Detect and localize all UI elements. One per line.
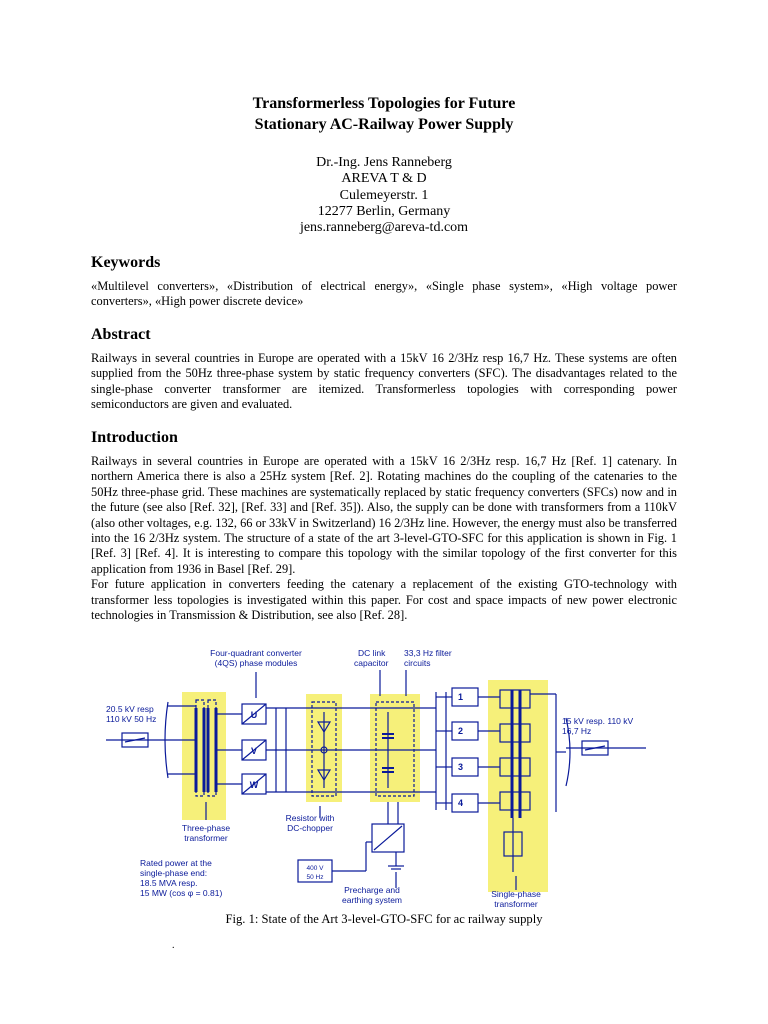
label-precharge-line-2: earthing system	[342, 895, 402, 905]
keywords-heading: Keywords	[91, 254, 161, 271]
introduction-paragraph-1: Railways in several countries in Europe are operated with a 15kV 16 2/3Hz resp. 16,7 Hz [Ref. 1] catenary. In northern America there is also a 25Hz system [Ref. 2]. Rotating machines do the coupling of the catenaries to the 50Hz three-phase grid. These machines are systematically replaced by static frequency converters (SFCs) now and in the future (see also [Ref. 32], [Ref. 33] and [Ref. 35]). Also, the supply can be done with transformers from a 110kV (also other voltages, e.g. 132, 66 or 33kV in Switzerland) 16 2/3Hz line. However, the energy must also be transferred into the 16 2/3Hz system. The structure of a state of the art 3-level-GTO-SFC for this application is shown in Fig. 1 [Ref. 3] [Ref. 4]. It is interesting to compare this topology with the similar topology of the first converter for this application from 1936 in Basel [Ref. 29].	[91, 454, 677, 576]
paper-title-line-1: Transformerless Topologies for Future	[252, 95, 516, 112]
label-output-line-2: 16,7 Hz	[562, 726, 592, 736]
label-filter-line-2: circuits	[404, 658, 431, 668]
label-rated-line-1: Rated power at the	[140, 858, 212, 868]
label-rated-line-4: 15 MW (cos φ = 0.81)	[140, 888, 223, 898]
module-3-label: 3	[458, 762, 464, 772]
label-filter-line-1: 33,3 Hz filter	[404, 648, 452, 658]
module-4-label: 4	[458, 798, 464, 808]
introduction-heading: Introduction	[91, 429, 178, 446]
label-input-line-1: 20.5 kV resp	[106, 704, 154, 714]
author-street: Culemeyerstr. 1	[339, 188, 429, 203]
label-three-phase-line-1: Three-phase	[181, 823, 231, 833]
label-4qs-line-2: (4QS) phase modules	[214, 658, 298, 668]
author-organization: AREVA T & D	[341, 171, 427, 186]
phase-v-label: V	[250, 746, 258, 756]
phase-u-label: U	[250, 710, 258, 720]
figure-1-caption: Fig. 1: State of the Art 3-level-GTO-SFC for ac railway supply	[225, 912, 543, 926]
label-single-phase-line-2: transformer	[494, 899, 538, 909]
module-1-label: 1	[458, 692, 464, 702]
keywords-text: «Multilevel converters», «Distribution of electrical energy», «Single phase system», «High voltage power converters», «High power discrete device»	[91, 279, 677, 309]
single-phase-transformer-highlight	[488, 680, 548, 892]
paper-title-line-2: Stationary AC-Railway Power Supply	[254, 116, 514, 133]
author-name: Dr.-Ing. Jens Ranneberg	[316, 155, 452, 170]
label-rated-line-3: 18.5 MVA resp.	[140, 878, 198, 888]
module-2-label: 2	[458, 726, 464, 736]
introduction-body	[91, 454, 677, 623]
label-resistor-line-2: DC-chopper	[287, 823, 333, 833]
sfc-circuit-diagram	[96, 642, 656, 910]
introduction-paragraph-2: For future application in converters feeding the catenary a replacement of the existing GTO-technology with transformer less topologies is investigated within this paper. For cost and space impacts of new power electronic technologies in Transmission & Distribution, see also [Ref. 28].	[91, 577, 677, 623]
label-4qs-line-1: Four-quadrant converter	[210, 648, 302, 658]
footer-dot: .	[172, 940, 175, 951]
label-three-phase-line-2: transformer	[184, 833, 228, 843]
author-email: jens.ranneberg@areva-td.com	[299, 220, 469, 235]
label-single-phase-line-1: Single-phase	[491, 889, 541, 899]
figure-1	[96, 642, 656, 910]
label-aux-line-1: 400 V	[306, 865, 324, 872]
label-dc-link-line-2: capacitor	[354, 658, 389, 668]
label-precharge-line-1: Precharge and	[344, 885, 400, 895]
author-city: 12277 Berlin, Germany	[317, 204, 451, 219]
abstract-text: Railways in several countries in Europe are operated with a 15kV 16 2/3Hz resp 16,7 Hz. These systems are often supplied from the 50Hz three-phase system by static frequency converters (SFC). The disadvantages related to the single-phase converter transformer are itemized. Transformerless topologies with corresponding power semiconductors are given and evaluated.	[91, 351, 677, 412]
label-input-line-2: 110 kV 50 Hz	[106, 714, 157, 724]
label-output-line-1: 15 kV resp. 110 kV	[562, 716, 634, 726]
abstract-heading: Abstract	[91, 326, 151, 343]
label-aux-line-2: 50 Hz	[306, 874, 324, 881]
phase-w-label: W	[249, 780, 259, 790]
label-rated-line-2: single-phase end:	[140, 868, 208, 878]
label-resistor-line-1: Resistor with	[285, 813, 335, 823]
label-dc-link-line-1: DC link	[358, 648, 386, 658]
dc-link-highlight	[370, 694, 420, 802]
